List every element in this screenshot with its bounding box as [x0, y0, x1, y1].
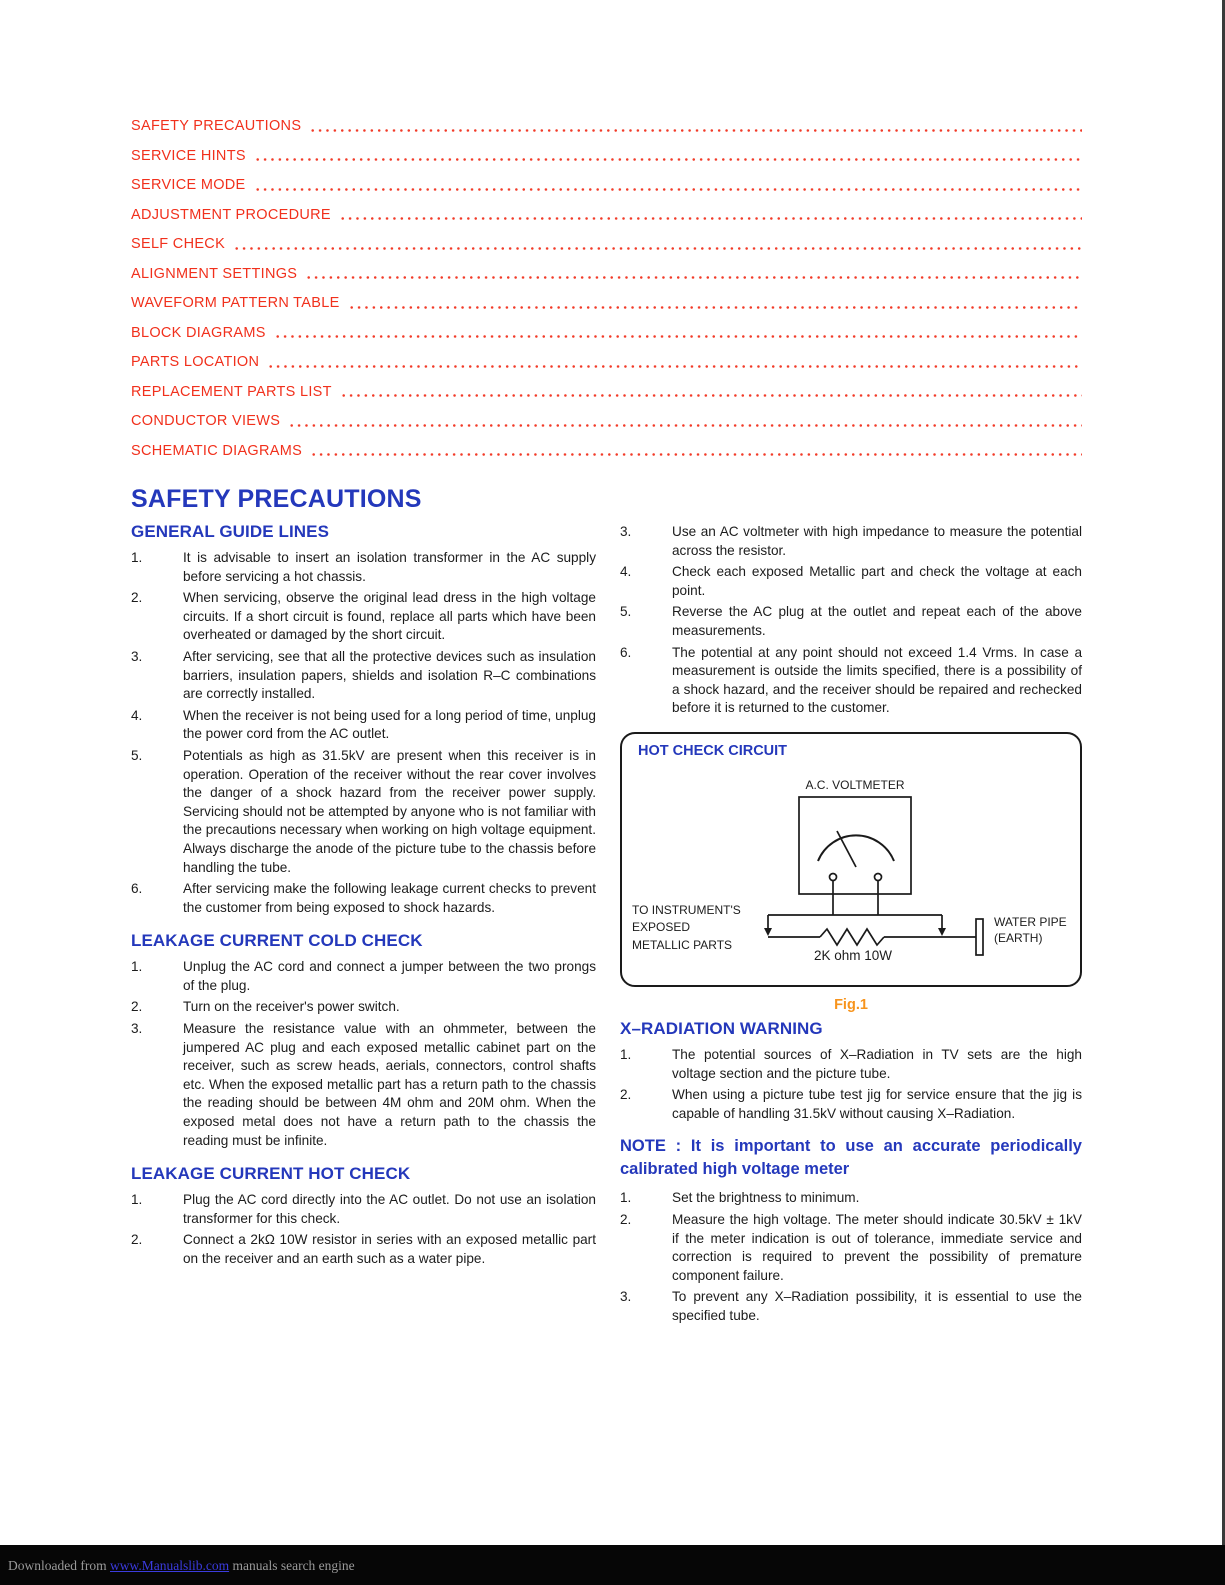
toc-row: [131, 207, 1082, 224]
toc-leader-dots: [348, 305, 1082, 310]
toc-label: ADJUSTMENT PROCEDURE: [131, 206, 331, 223]
list-number: 6.: [620, 644, 632, 660]
list-number: 3.: [131, 1021, 143, 1037]
toc-label: SAFETY PRECAUTIONS: [131, 118, 302, 134]
toc-row: [131, 266, 1082, 283]
voltmeter-label: A.C. VOLTMETER: [805, 777, 905, 792]
toc-leader-dots: [254, 157, 1082, 162]
toc-label: SERVICE MODE: [131, 177, 246, 193]
list-number: 1.: [620, 1190, 632, 1206]
list-number: 1.: [131, 550, 143, 565]
toc-label: REPLACEMENT PARTS LIST: [131, 383, 332, 400]
water-pipe-label-line1: WATER PIPE: [994, 914, 1067, 929]
arrowhead-right: [938, 928, 946, 936]
list-text: Check each exposed Metallic part and check the voltage at each point.: [672, 564, 1082, 598]
toc-row: [131, 325, 1082, 342]
list-number: 2.: [131, 590, 143, 606]
list-text: Set the brightness to minimum.: [672, 1190, 860, 1206]
hot-check-circuit-diagram: [620, 732, 1082, 987]
list-number: 4.: [131, 707, 143, 723]
list-item: [131, 589, 596, 645]
list-text: It is advisable to insert an isolation transformer in the AC supply before servicing a hot chassis.: [183, 550, 596, 584]
list-number: 5.: [620, 604, 632, 620]
list-item: [620, 1189, 1082, 1208]
toc-row: [131, 148, 1082, 165]
arrowhead-left: [764, 928, 772, 936]
list-item: [620, 644, 1082, 718]
toc-leader-dots: [267, 364, 1082, 369]
metallic-parts-label-line2: EXPOSED: [632, 920, 691, 935]
list-text: Turn on the receiver's power switch.: [183, 999, 400, 1015]
manualslib-link[interactable]: www.Manualslib.com: [109, 1558, 230, 1573]
list-item: [131, 998, 596, 1017]
toc-label: CONDUCTOR VIEWS: [131, 413, 281, 429]
toc-leader-dots: [340, 393, 1082, 398]
toc-row: [131, 177, 1082, 194]
heading-x-radiation-warning: X–RADIATION WARNING: [620, 1018, 823, 1038]
list-text: Measure the resistance value with an ohmmeter, between the jumpered AC plug and each exposed metallic cabinet part on the receiver, such as screw heads, aerials, connectors, control shafts etc. When the exposed metallic part has a return path to the chassis the reading should be between 4M ohm and 20M ohm. When the exposed metal does not have a return path to the chassis the reading must be infinite.: [183, 1021, 596, 1148]
list-item: [620, 523, 1082, 560]
metallic-parts-label-line1: TO INSTRUMENT'S: [632, 902, 741, 917]
list-number: 2.: [131, 999, 143, 1015]
list-text: Potentials as high as 31.5kV are present when this receiver is in operation. Operation of the receiver without the rear cover involves the danger of a shock hazard from the receiver power supply. Servicing should not be attempted by anyone who is not familiar with the precautions necessary when working on high voltage equipment. Always discharge the anode of the picture tube to the chassis before handling the tube.: [183, 747, 596, 875]
list-item: [620, 1046, 1082, 1083]
toc-leader-dots: [274, 334, 1082, 339]
list-item: [131, 549, 596, 586]
list-item: [620, 563, 1082, 600]
toc-label: SERVICE HINTS: [131, 147, 246, 164]
toc-label: WAVEFORM PATTERN TABLE: [131, 295, 340, 311]
voltmeter-scale-arc: [818, 835, 894, 861]
page-title: SAFETY PRECAUTIONS: [131, 485, 422, 513]
heading-leakage-cold-check: LEAKAGE CURRENT COLD CHECK: [131, 931, 423, 951]
toc-row: [131, 384, 1082, 401]
list-text: Connect a 2kΩ 10W resistor in series with an exposed metallic part on the receiver and an earth such as a water pipe.: [183, 1232, 596, 1266]
toc-leader-dots: [288, 423, 1082, 428]
list-text: When the receiver is not being used for a long period of time, unplug the power cord from the AC outlet.: [183, 707, 596, 742]
note-heading: NOTE : It is important to use an accurate periodically calibrated high voltage meter: [620, 1137, 1082, 1179]
toc-label: ALIGNMENT SETTINGS: [131, 265, 298, 282]
list-text: To prevent any X–Radiation possibility, it is essential to use the specified tube.: [672, 1289, 1082, 1323]
list-number: 4.: [620, 564, 632, 580]
page-content: [131, 118, 1082, 1328]
water-pipe-symbol: [976, 919, 983, 955]
list-number: 6.: [131, 881, 143, 897]
list-text: When using a picture tube test jig for service ensure that the jig is capable of handling 31.5kV without causing X–Radiation.: [672, 1087, 1082, 1121]
list-number: 3.: [620, 1289, 632, 1305]
list-item: [620, 1086, 1082, 1123]
toc-label: SELF CHECK: [131, 236, 226, 252]
list-number: 1.: [620, 1046, 632, 1062]
list-number: 2.: [131, 1232, 143, 1248]
toc-label: PARTS LOCATION: [131, 354, 260, 370]
list-item: [131, 648, 596, 704]
list-item: [620, 603, 1082, 640]
footer-suffix: manuals search engine: [229, 1558, 355, 1573]
voltmeter-body: [799, 797, 911, 894]
heading-leakage-hot-check: LEAKAGE CURRENT HOT CHECK: [131, 1164, 411, 1184]
toc-leader-dots: [309, 128, 1082, 133]
metallic-parts-label-line3: METALLIC PARTS: [632, 937, 733, 952]
list-number: 1.: [131, 1192, 143, 1208]
toc-row: [131, 118, 1082, 135]
water-pipe-label-line2: (EARTH): [994, 930, 1043, 945]
toc-leader-dots: [310, 452, 1082, 457]
toc-row: [131, 413, 1082, 430]
toc-leader-dots: [339, 216, 1082, 221]
table-of-contents: [131, 118, 1082, 459]
toc-leader-dots: [233, 246, 1082, 251]
list-text: Use an AC voltmeter with high impedance to measure the potential across the resistor.: [672, 524, 1082, 558]
footer: [8, 1558, 355, 1574]
voltmeter-terminal-left: [830, 873, 837, 880]
resistor-symbol: [820, 929, 884, 945]
toc-leader-dots: [254, 187, 1082, 192]
heading-general-guide-lines: GENERAL GUIDE LINES: [131, 522, 330, 541]
list-text: After servicing make the following leakage current checks to prevent the customer from being exposed to shock hazards.: [183, 881, 596, 915]
toc-row: [131, 295, 1082, 312]
list-text: When servicing, observe the original lead dress in the high voltage circuits. If a short circuit is found, replace all parts which have been overheated or damaged by the short circuit.: [183, 590, 596, 643]
list-text: Measure the high voltage. The meter should indicate 30.5kV ± 1kV if the meter indication is out of tolerance, immediate service and correction is required to prevent the possibility of premature component failure.: [672, 1211, 1082, 1283]
list-number: 3.: [131, 648, 143, 664]
metallic-parts-label: [632, 902, 741, 955]
list-item: [131, 1191, 596, 1228]
list-text: The potential at any point should not exceed 1.4 Vrms. In case a measurement is outside the limits specified, there is a possibility of a shock hazard, and the receiver should be repaired and rechecked before it is returned to the customer.: [672, 644, 1082, 716]
list-item: [131, 1020, 596, 1150]
list-item: [131, 747, 596, 877]
figure-caption: Fig.1: [834, 996, 868, 1013]
left-column: [131, 485, 596, 1328]
list-item: [131, 707, 596, 744]
list-item: [131, 880, 596, 917]
list-number: 1.: [131, 959, 143, 975]
list-text: After servicing, see that all the protective devices such as insulation barriers, insulation papers, shields and isolation R–C combinations are correctly installed.: [183, 648, 596, 702]
diagram-title: HOT CHECK CIRCUIT: [638, 742, 788, 759]
list-number: 2.: [620, 1211, 632, 1227]
right-column: [620, 485, 1082, 1328]
water-pipe-label: [994, 914, 1067, 946]
footer-prefix: Downloaded from: [8, 1558, 110, 1573]
resistor-label: 2K ohm 10W: [814, 947, 893, 963]
list-text: The potential sources of X–Radiation in TV sets are the high voltage section and the picture tube.: [672, 1046, 1082, 1081]
list-number: 3.: [620, 524, 632, 539]
toc-label: BLOCK DIAGRAMS: [131, 324, 266, 341]
toc-row: [131, 443, 1082, 460]
body-columns: [131, 485, 1082, 1328]
list-text: Unplug the AC cord and connect a jumper between the two prongs of the plug.: [183, 959, 596, 993]
toc-leader-dots: [305, 275, 1082, 280]
list-number: 2.: [620, 1087, 632, 1103]
list-item: [620, 1288, 1082, 1325]
toc-label: SCHEMATIC DIAGRAMS: [131, 442, 303, 459]
list-item: [131, 958, 596, 995]
voltmeter-terminal-right: [875, 873, 882, 880]
list-text: Plug the AC cord directly into the AC outlet. Do not use an isolation transformer for this check.: [183, 1192, 596, 1226]
list-item: [131, 1231, 596, 1268]
list-number: 5.: [131, 747, 143, 763]
toc-row: [131, 236, 1082, 253]
list-item: [620, 1211, 1082, 1285]
list-text: Reverse the AC plug at the outlet and repeat each of the above measurements.: [672, 604, 1082, 638]
toc-row: [131, 354, 1082, 371]
